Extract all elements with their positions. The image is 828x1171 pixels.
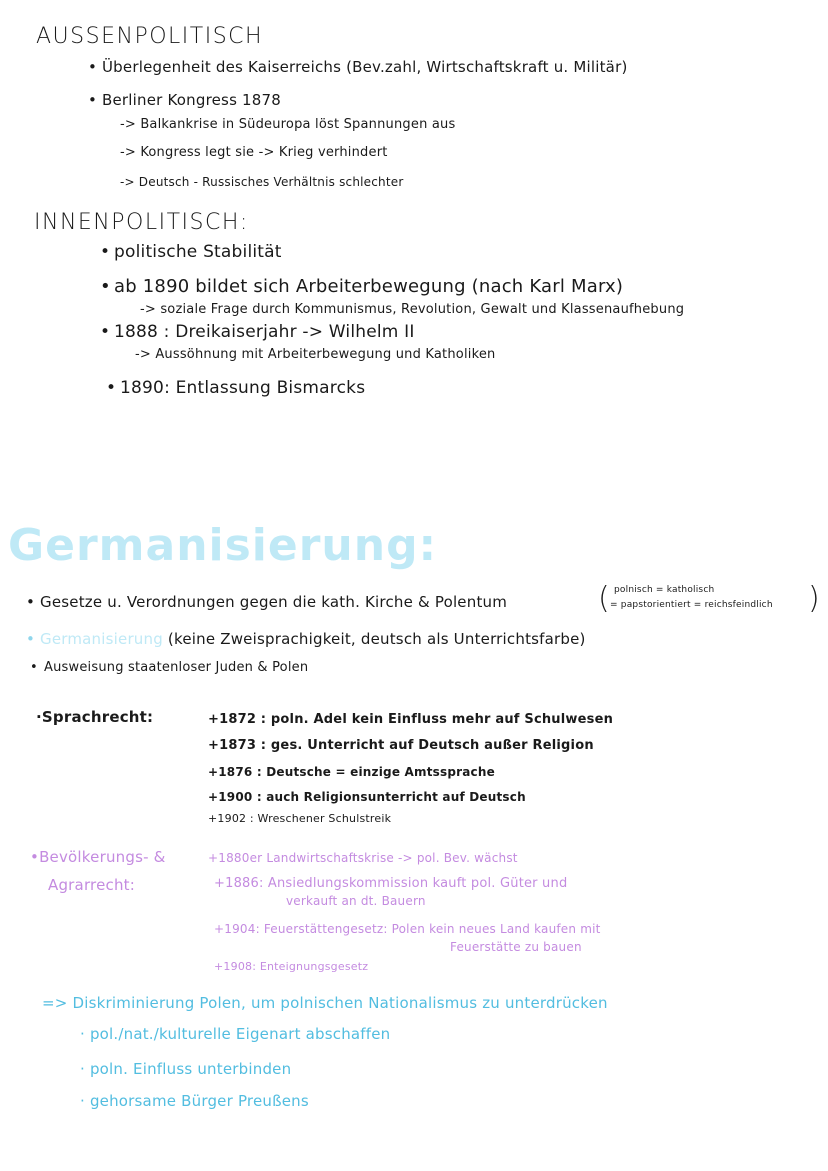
list-item: • Germanisierung (keine Zweisprachigkeit, deutsch als Unterrichtsfarbe) — [26, 630, 586, 648]
bullet-icon: • — [88, 58, 98, 76]
sub-item: -> Deutsch - Russisches Verhältnis schlechter — [120, 175, 404, 189]
bullet-icon: • — [26, 630, 36, 648]
table-row: +1904: Feuerstättengesetz: Polen kein neues Land kaufen mit — [214, 922, 601, 936]
bullet-icon: • — [100, 322, 111, 342]
bullet-icon: • — [30, 660, 38, 675]
parenthesis-open: ( — [598, 581, 610, 616]
table-row: +1880er Landwirtschaftskrise -> pol. Bev. wächst — [208, 851, 518, 865]
list-item: · gehorsame Bürger Preußens — [80, 1092, 309, 1110]
list-item: · pol./nat./kulturelle Eigenart abschaffen — [80, 1025, 391, 1043]
sub-item: -> Kongress legt sie -> Krieg verhindert — [120, 145, 388, 160]
sub-item: -> soziale Frage durch Kommunismus, Revolution, Gewalt und Klassenaufhebung — [140, 302, 685, 317]
label-agrarrecht: •Bevölkerungs- & — [30, 848, 166, 866]
table-row: +1876 : Deutsche = einzige Amtssprache — [208, 765, 495, 779]
list-item: • politische Stabilität — [100, 242, 282, 262]
table-row: verkauft an dt. Bauern — [286, 894, 426, 908]
list-item: • Gesetze u. Verordnungen gegen die kath. Kirche & Polentum — [26, 593, 508, 611]
table-row: +1902 : Wreschener Schulstreik — [208, 812, 392, 825]
table-row: +1872 : poln. Adel kein Einfluss mehr auf Schulwesen — [208, 712, 614, 727]
table-row: +1908: Enteignungsgesetz — [214, 960, 369, 973]
heading-innenpolitisch: INNENPOLITISCH: — [34, 210, 249, 235]
note-line: polnisch = katholisch — [614, 585, 715, 595]
bullet-icon: • — [100, 242, 111, 262]
list-item: · poln. Einfluss unterbinden — [80, 1060, 292, 1078]
list-item: • Überlegenheit des Kaiserreichs (Bev.zahl, Wirtschaftskraft u. Militär) — [88, 58, 628, 76]
list-item: • Berliner Kongress 1878 — [88, 91, 282, 109]
bullet-icon: • — [88, 91, 98, 109]
note-line: = papstorientiert = reichsfeindlich — [610, 600, 773, 610]
label-sprachrecht: ·Sprachrecht: — [36, 708, 154, 726]
list-item: • 1890: Entlassung Bismarcks — [106, 378, 366, 398]
label-agrarrecht-2: Agrarrecht: — [48, 876, 135, 894]
table-row: +1873 : ges. Unterricht auf Deutsch außer Religion — [208, 738, 594, 753]
list-item: • ab 1890 bildet sich Arbeiterbewegung (nach Karl Marx) — [100, 276, 624, 297]
list-item: • Ausweisung staatenloser Juden & Polen — [30, 660, 309, 675]
table-row: +1886: Ansiedlungskommission kauft pol. Güter und — [214, 876, 568, 891]
conclusion: => Diskriminierung Polen, um polnischen Nationalismus zu unterdrücken — [42, 994, 608, 1012]
heading-germanisierung: Germanisierung: — [8, 520, 438, 571]
table-row: +1900 : auch Religionsunterricht auf Deutsch — [208, 790, 526, 804]
sub-item: -> Balkankrise in Südeuropa löst Spannungen aus — [120, 117, 456, 132]
bullet-icon: • — [106, 378, 117, 398]
list-item: • 1888 : Dreikaiserjahr -> Wilhelm II — [100, 322, 415, 342]
bullet-icon: • — [26, 593, 36, 611]
heading-aussenpolitisch: AUSSENPOLITISCH — [36, 24, 264, 49]
table-row: Feuerstätte zu bauen — [450, 940, 582, 954]
parenthesis-close: ) — [808, 581, 820, 616]
bullet-icon: • — [100, 276, 111, 297]
sub-item: -> Aussöhnung mit Arbeiterbewegung und Katholiken — [135, 347, 496, 362]
